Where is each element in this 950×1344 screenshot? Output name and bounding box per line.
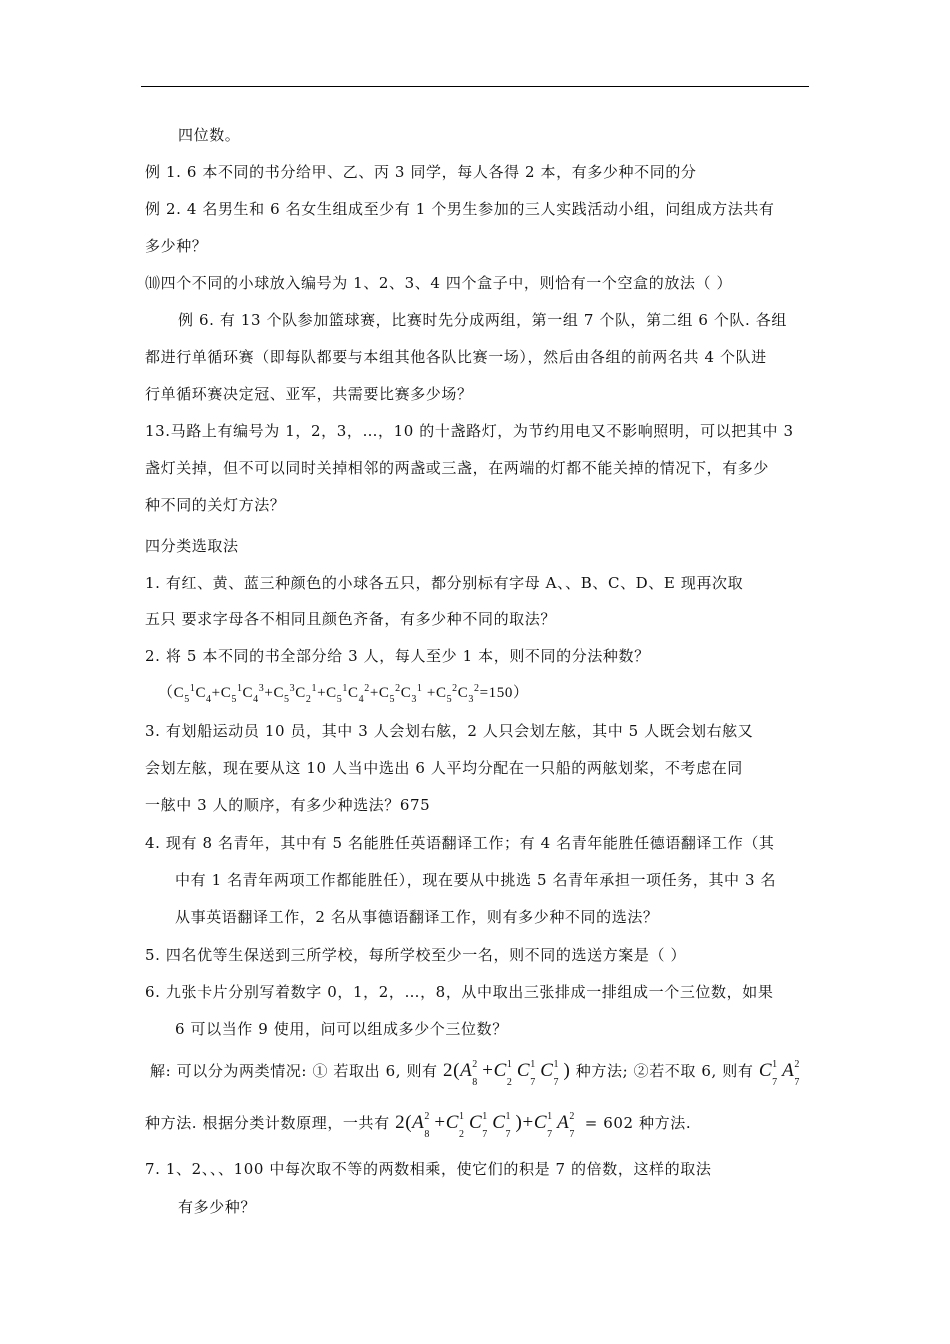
formula-text: + [317,685,327,701]
formula-text: C [457,685,469,701]
formula-text: C [242,685,254,701]
formula-indices [505,1110,516,1140]
formula-indices [472,1058,482,1088]
formula-superscript: 2 [364,683,370,694]
formula-text: C [516,1060,531,1081]
formula-subscript: 7 [547,1128,553,1140]
formula-subscript: 5 [231,694,237,705]
solution-text: = 602 种方法. [584,1114,692,1132]
formula-superscript: 1 [482,1110,488,1122]
text-line: 会划左舷，现在要从这 10 人当中选出 6 人平均分配在一只船的两舷划桨，不考虑在同 [145,759,743,777]
formula-text: 2( [395,1112,413,1133]
formula-superscript: 1 [458,1110,465,1122]
formula-text: A [412,1112,425,1133]
solution-line-2 [145,1110,692,1140]
formula-superscript: 2 [474,683,480,694]
formula-subscript: 2 [458,1128,465,1140]
text-line: 盏灯关掉，但不可以同时关掉相邻的两盏或三盏，在两端的灯都不能关掉的情况下，有多少 [145,459,770,477]
formula-subscript: 7 [505,1128,512,1140]
problem-6: 6. 九张卡片分别写着数字 0，1，2，…，8，从中取出三张排成一排组成一个三位数，如果 [145,983,774,1001]
formula-text: C [758,1060,773,1081]
formula-text: C [533,1112,548,1133]
formula-text: C [378,685,390,701]
solution-line-1 [150,1058,804,1088]
formula-text: =150） [479,685,529,701]
formula-text: ) [563,1060,571,1081]
formula-text: C [400,685,412,701]
text-line: 有多少种？ [178,1198,257,1216]
formula-superscript: 1 [506,1058,513,1070]
text-line: 6 可以当作 9 使用，问可以组成多少个三位数？ [175,1020,508,1038]
formula-text: C [435,685,447,701]
formula-text: C [295,685,306,701]
problem-1: 1. 有红、黄、蓝三种颜色的小球各五只，都分别标有字母 A、、B、C、D、E 现再次取 [145,574,744,592]
formula-superscript: 2 [794,1058,800,1070]
solution-text: 解: 可以分为两类情况: ① 若取出 6, 则有 [150,1062,438,1080]
formula-superscript: 1 [311,683,318,694]
formula-text: C [220,685,232,701]
text-line: 五只 要求字母各不相同且颜色齐备，有多少种不同的取法？ [145,610,556,628]
question-10: ⑽四个不同的小球放入编号为 1、2、3、4 四个盒子中，则恰有一个空盒的放法（ ） [145,274,733,292]
formula-text: C [468,1112,483,1133]
text-line: 多少种？ [145,237,208,255]
formula-indices [569,1110,579,1140]
formula-subscript: 7 [569,1128,575,1140]
text-line: 都进行单循环赛（即每队都要与本组其他各队比赛一场），然后由各组的前两名共 4 个队进 [145,348,767,366]
header-rule [141,86,809,87]
formula-text: A [557,1112,570,1133]
formula-indices [772,1058,782,1088]
formula-text: C [195,685,207,701]
formula-indices [482,1110,492,1140]
formula-subscript: 2 [305,694,312,705]
formula-superscript: 1 [553,1058,560,1070]
text-line: 四位数。 [178,126,241,144]
text-line: 行单循环赛决定冠、亚军，共需要比赛多少场？ [145,385,473,403]
formula-subscript: 3 [411,694,417,705]
formula-indices [458,1110,469,1140]
formula-text: A [782,1060,795,1081]
formula-superscript: 3 [258,683,265,694]
formula-indices [506,1058,517,1088]
problem-5: 5. 四名优等生保送到三所学校，每所学校至少一名，则不同的选送方案是（ ） [145,946,687,964]
formula-subscript: 4 [358,694,365,705]
formula-subscript: 5 [184,694,190,705]
formula-text: A [460,1060,473,1081]
formula-text: + [482,1060,494,1081]
formula-superscript: 1 [236,683,243,694]
formula-indices [547,1110,557,1140]
text-line: 种不同的关灯方法？ [145,496,286,514]
formula-subscript: 7 [482,1128,488,1140]
formula-superscript: 1 [416,683,423,694]
formula-text: C [173,685,185,701]
formula-subscript: 5 [284,694,290,705]
formula-superscript: 1 [530,1058,536,1070]
formula-superscript: 1 [189,683,196,694]
formula-text: C [326,685,337,701]
formula-indices [794,1058,804,1088]
formula-expression [443,1058,571,1088]
problem-3: 3. 有划船运动员 10 员，其中 3 人会划右舷，2 人只会划左舷，其中 5 人既会划右舷又 [145,722,754,740]
text-line: 一舷中 3 人的顺序，有多少种选法？675 [145,796,431,814]
formula-text: （ [158,685,174,701]
formula-superscript: 2 [569,1110,575,1122]
formula-text: C [445,1112,459,1133]
formula-text: + [211,685,221,701]
formula-text: + [264,685,274,701]
formula-expression [395,1110,579,1140]
formula-indices [530,1058,540,1088]
problem-2: 2. 将 5 本不同的书全部分给 3 人，每人至少 1 本，则不同的分法种数？ [145,647,650,665]
formula-text: ) [515,1112,523,1133]
formula-subscript: 2 [506,1076,513,1088]
example-1: 例 1. 6 本不同的书分给甲、乙、丙 3 同学，每人各得 2 本，有多少种不同的分 [145,163,697,181]
formula-superscript: 2 [452,683,458,694]
formula-superscript: 3 [289,683,296,694]
example-2: 例 2. 4 名男生和 6 名女生组成至少有 1 个男生参加的三人实践活动小组，问组成方法共有 [145,200,775,218]
problem-7: 7. 1、2、、、100 中每次取不等的两数相乘，使它们的积是 7 的倍数，这样的取法 [145,1160,712,1178]
formula-expression [758,1058,805,1088]
formula-subscript: 4 [253,694,259,705]
formula-subscript: 7 [772,1076,778,1088]
formula-superscript: 1 [505,1110,512,1122]
formula-text: + [522,1112,534,1133]
formula-text: C [540,1060,554,1081]
formula-answer-2 [158,683,529,705]
formula-subscript: 7 [794,1076,800,1088]
formula-subscript: 5 [336,694,343,705]
formula-subscript: 5 [389,694,396,705]
section-heading: 四分类选取法 [145,537,239,555]
formula-text: C [493,1060,507,1081]
formula-subscript: 8 [472,1076,478,1088]
formula-indices [424,1110,434,1140]
formula-subscript: 3 [468,694,474,705]
formula-text: C [347,685,359,701]
formula-superscript: 2 [395,683,401,694]
formula-subscript: 5 [446,694,453,705]
solution-text: 种方法; ②若不取 6, 则有 [575,1062,754,1080]
formula-subscript: 4 [206,694,212,705]
solution-text: 种方法. 根据分类计数原理，一共有 [145,1114,390,1132]
formula-superscript: 2 [472,1058,478,1070]
text-line: 中有 1 名青年两项工作都能胜任），现在要从中挑选 5 名青年承担一项任务，其中 3 名 [175,871,777,889]
formula-subscript: 8 [424,1128,430,1140]
formula-text: + [369,685,379,701]
question-13: 13.马路上有编号为 1，2，3，…，10 的十盏路灯，为节约用电又不影响照明，可以把其中 3 [145,422,794,440]
formula-superscript: 2 [424,1110,430,1122]
formula-text: C [492,1112,506,1133]
text-line: 从事英语翻译工作，2 名从事德语翻译工作，则有多少种不同的选法？ [175,908,659,926]
formula-superscript: 1 [342,683,348,694]
formula-text: 2( [443,1060,461,1081]
formula-subscript: 7 [530,1076,536,1088]
formula-text: C [273,685,285,701]
example-6: 例 6. 有 13 个队参加篮球赛，比赛时先分成两组，第一组 7 个队，第二组 6 个队. 各组 [178,311,787,329]
formula-text: + [426,685,436,701]
formula-indices [553,1058,563,1088]
formula-superscript: 1 [772,1058,778,1070]
formula-text: + [434,1112,446,1133]
problem-4: 4. 现有 8 名青年，其中有 5 名能胜任英语翻译工作；有 4 名青年能胜任德语翻译工作（其 [145,834,775,852]
formula-subscript: 7 [553,1076,560,1088]
formula-superscript: 1 [547,1110,553,1122]
